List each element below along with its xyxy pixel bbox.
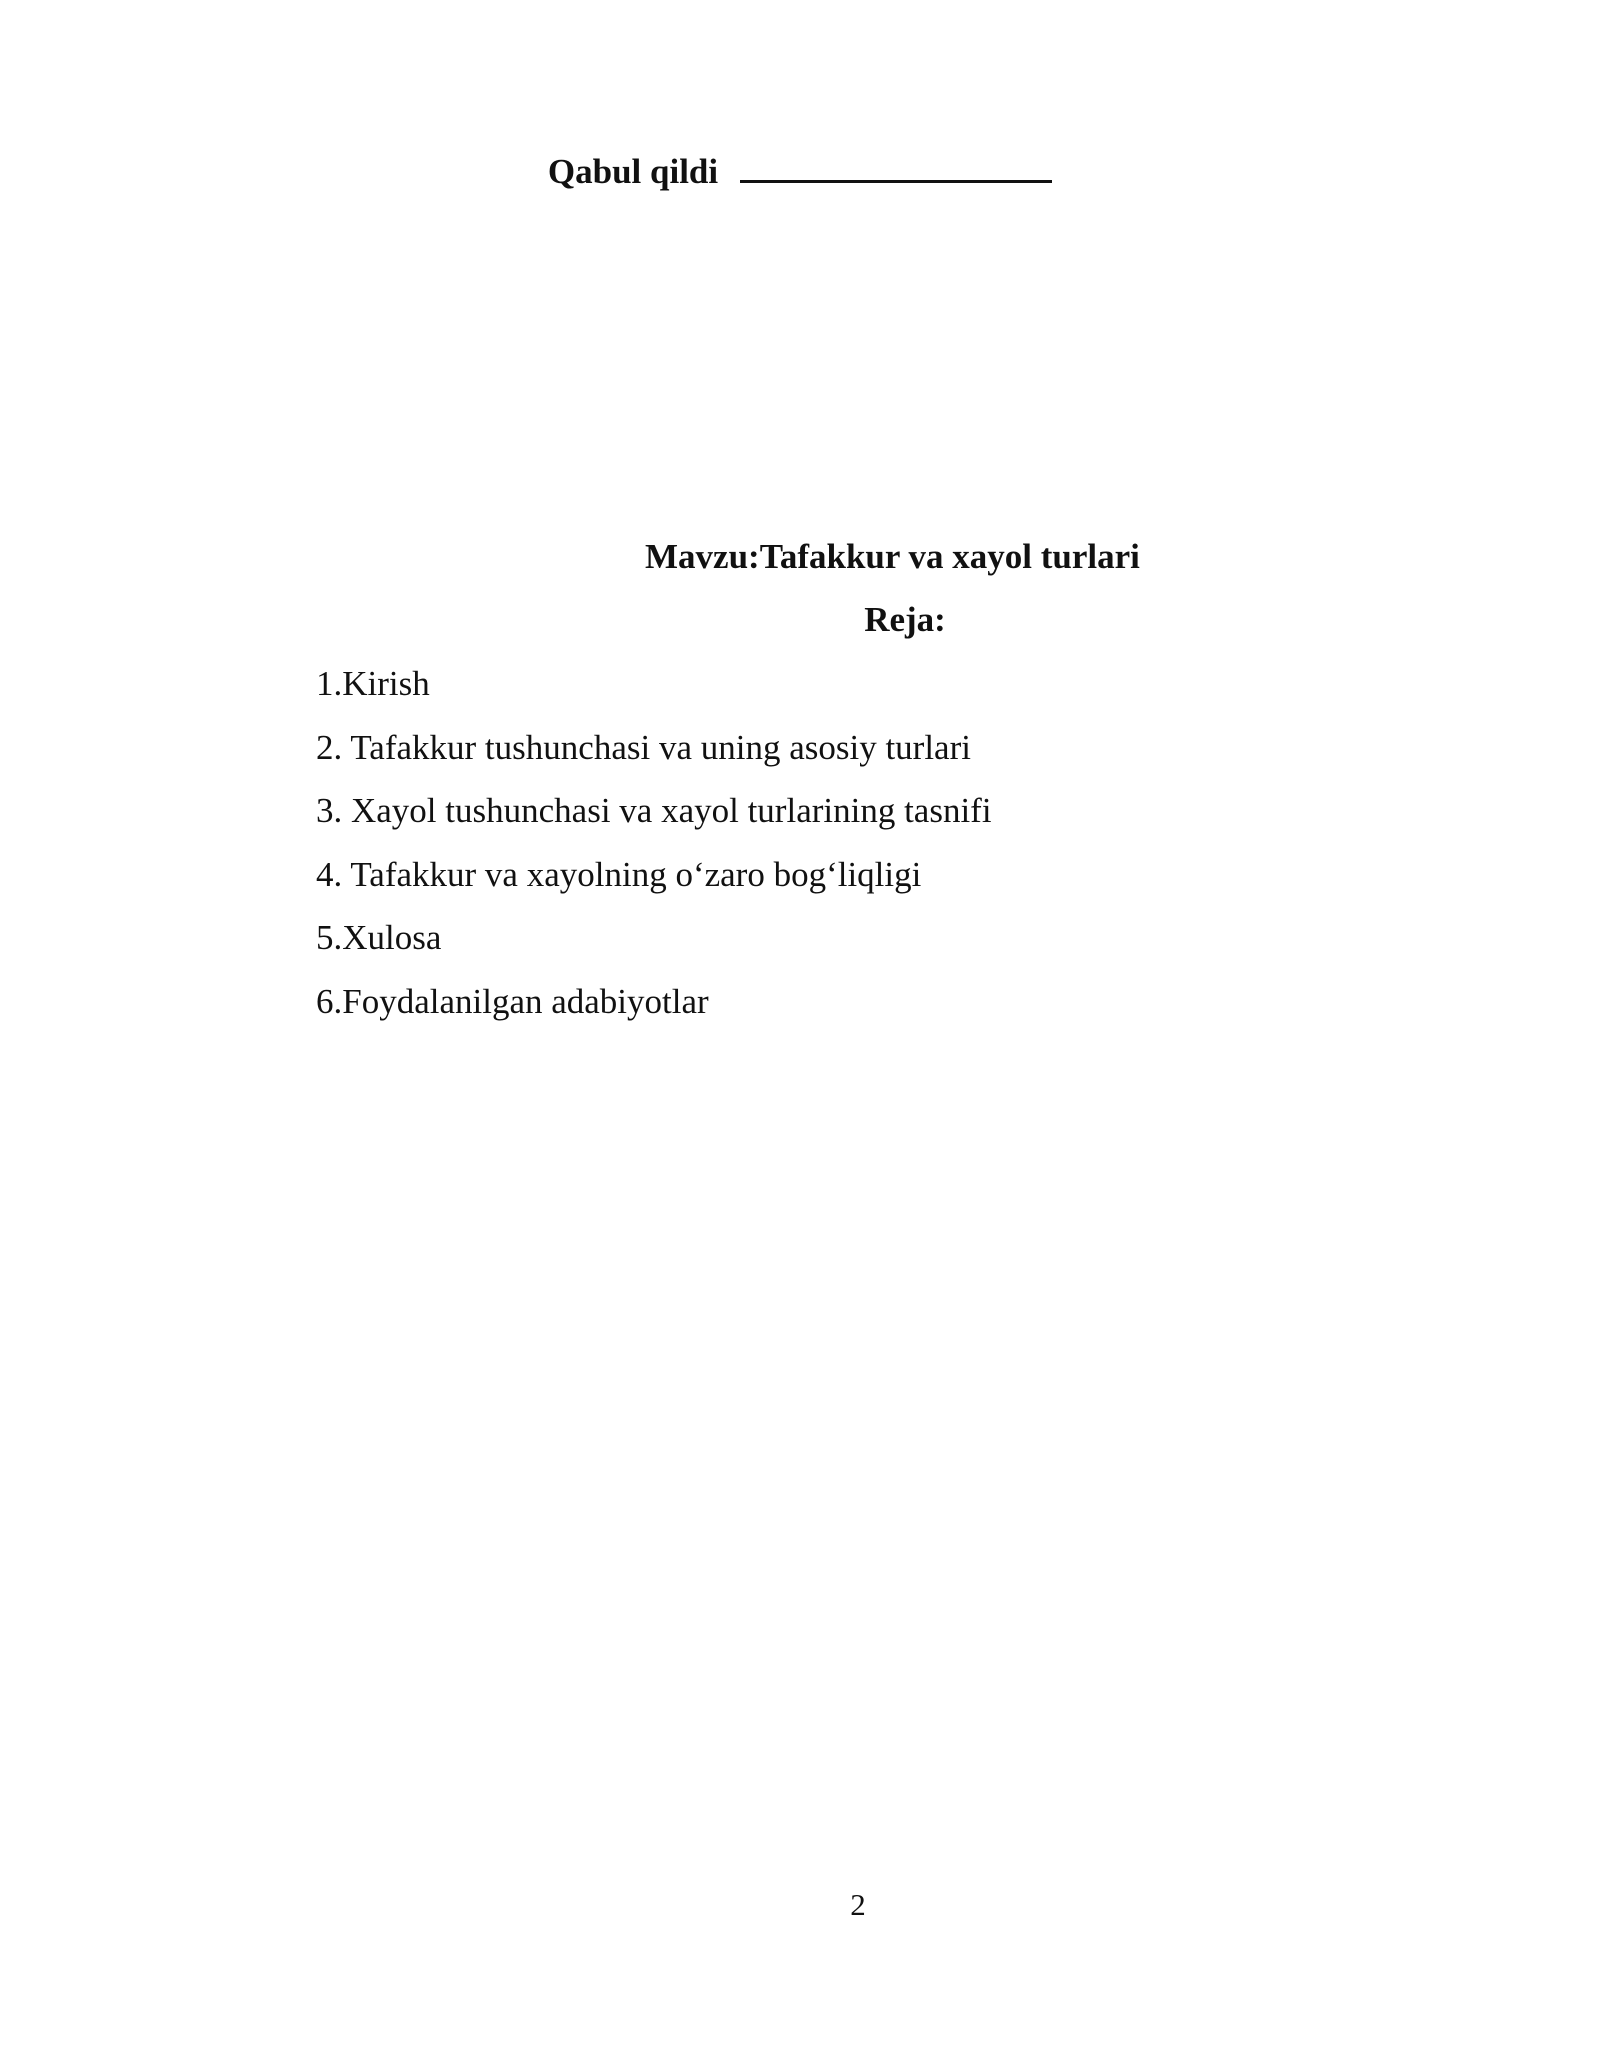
page-number: 2 [850, 1887, 866, 1922]
plan-item: 2. Tafakkur tushunchasi va uning asosiy turlari [316, 727, 971, 767]
plan-item: 5.Xulosa [316, 918, 442, 957]
plan-item: 4. Tafakkur va xayolning o‘zaro bog‘liqligi [316, 854, 922, 894]
plan-list [316, 662, 992, 1043]
plan-item: 1.Kirish [316, 664, 430, 703]
accepted-by-line [0, 148, 1600, 194]
accepted-label: Qabul qildi [547, 152, 719, 191]
topic-title: Mavzu:Tafakkur va xayol turlari [645, 537, 1140, 576]
plan-item: 6.Foydalanilgan adabiyotlar [316, 981, 709, 1021]
plan-item: 3. Xayol tushunchasi va xayol turlarining tasnifi [316, 791, 992, 830]
signature-blank [740, 148, 1052, 183]
plan-heading: Reja: [864, 600, 946, 639]
